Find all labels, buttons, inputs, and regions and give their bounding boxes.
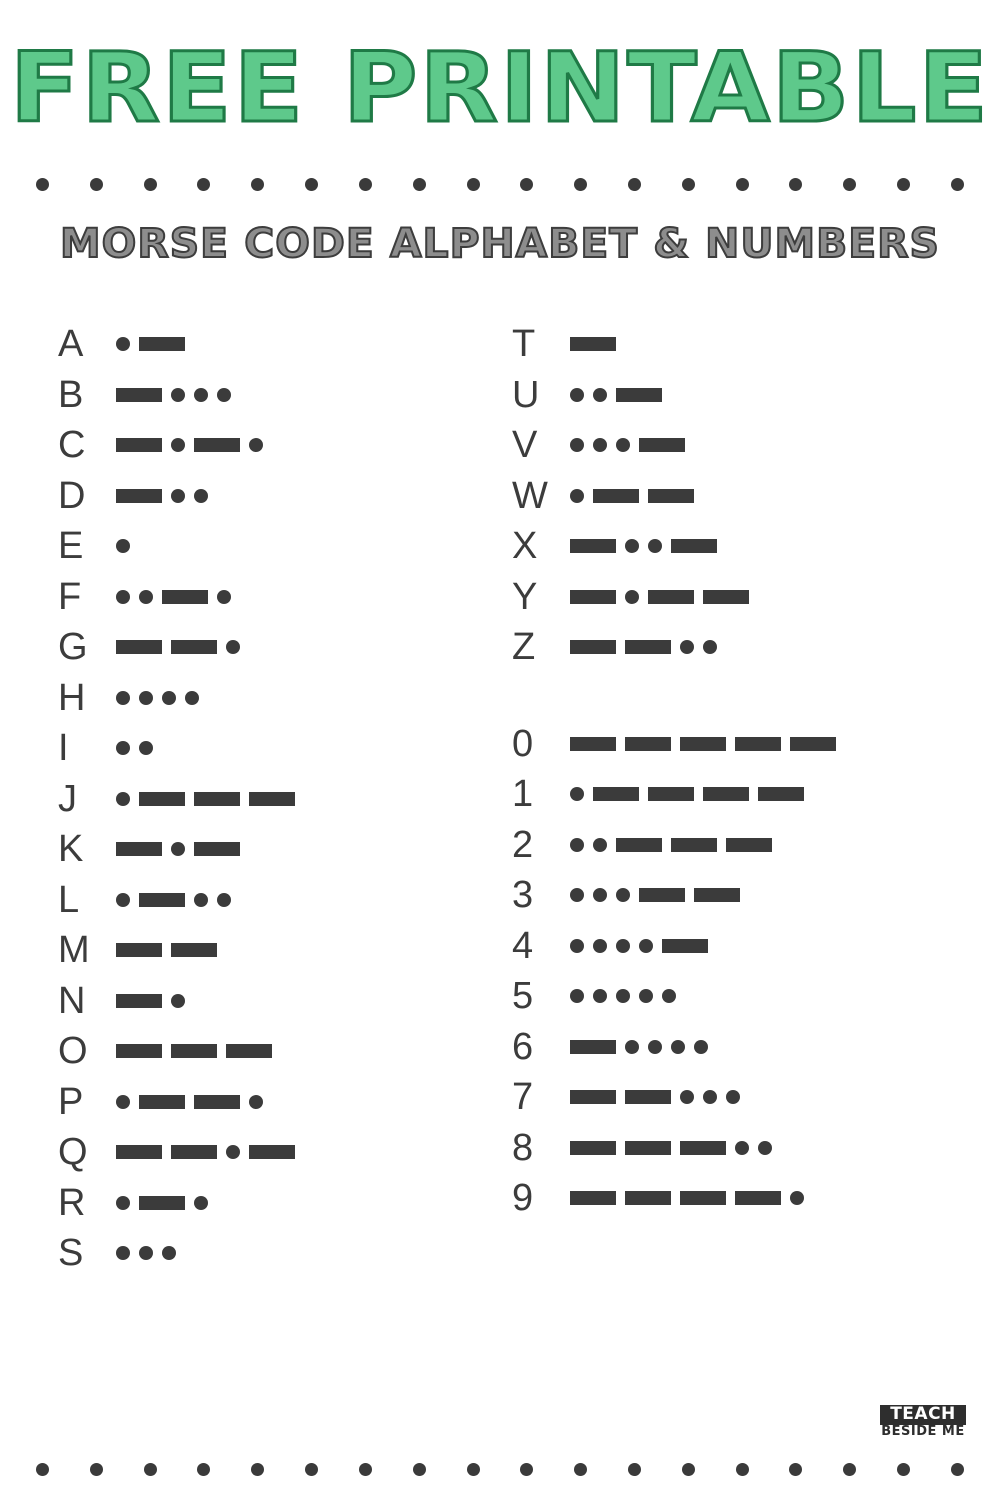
morse-code-symbols [116, 388, 231, 402]
morse-code-symbols [116, 539, 130, 553]
morse-character: 4 [512, 924, 534, 967]
divider-dot [736, 1463, 749, 1476]
morse-dash-icon [694, 888, 740, 902]
morse-dot-icon [593, 989, 607, 1003]
morse-row [58, 673, 500, 724]
dot-divider-bottom [0, 1463, 1000, 1476]
morse-code-symbols [570, 337, 616, 351]
morse-row [512, 370, 1000, 421]
morse-row [58, 521, 500, 572]
morse-dash-icon [735, 1191, 781, 1205]
morse-dot-icon [639, 939, 653, 953]
morse-row [512, 319, 1000, 370]
morse-code-symbols [570, 1191, 804, 1205]
morse-character: J [58, 777, 77, 820]
morse-row [58, 420, 500, 471]
morse-dot-icon [194, 388, 208, 402]
morse-row [512, 471, 1000, 522]
morse-code-symbols [570, 737, 836, 751]
morse-character: P [58, 1080, 84, 1123]
morse-row [58, 1127, 500, 1178]
morse-character: U [512, 373, 540, 416]
morse-dot-icon [593, 438, 607, 452]
morse-dot-icon [139, 1246, 153, 1260]
morse-dash-icon [625, 1090, 671, 1104]
morse-dash-icon [116, 943, 162, 957]
morse-dot-icon [116, 1246, 130, 1260]
morse-row [512, 921, 1000, 972]
morse-dot-icon [680, 1090, 694, 1104]
morse-character: R [58, 1181, 86, 1224]
morse-character: E [58, 525, 84, 568]
morse-row [512, 870, 1000, 921]
morse-dash-icon [171, 640, 217, 654]
morse-dash-icon [570, 737, 616, 751]
morse-character: L [58, 878, 80, 921]
column-spacer [512, 673, 1000, 719]
morse-row [58, 572, 500, 623]
divider-dot [413, 178, 426, 191]
divider-dot [897, 1463, 910, 1476]
divider-dot [682, 178, 695, 191]
divider-dot [359, 1463, 372, 1476]
morse-character: Z [512, 626, 536, 669]
morse-dash-icon [116, 489, 162, 503]
morse-dash-icon [570, 1090, 616, 1104]
morse-dash-icon [139, 792, 185, 806]
morse-row [58, 824, 500, 875]
morse-dot-icon [570, 388, 584, 402]
divider-dot [305, 178, 318, 191]
morse-row [58, 976, 500, 1027]
divider-dot [789, 1463, 802, 1476]
morse-character: N [58, 979, 86, 1022]
morse-code-symbols [116, 590, 231, 604]
morse-dash-icon [171, 943, 217, 957]
divider-dot [628, 178, 641, 191]
morse-dash-icon [194, 842, 240, 856]
morse-character: 5 [512, 975, 534, 1018]
morse-dash-icon [171, 1044, 217, 1058]
morse-dash-icon [570, 539, 616, 553]
morse-dot-icon [162, 1246, 176, 1260]
morse-character: I [58, 727, 69, 770]
morse-dot-icon [171, 994, 185, 1008]
morse-dash-icon [680, 737, 726, 751]
morse-code-symbols [570, 989, 676, 1003]
logo-line-2: BESIDE ME [881, 1423, 965, 1439]
morse-character: 6 [512, 1025, 534, 1068]
morse-code-symbols [570, 590, 749, 604]
divider-dot [359, 178, 372, 191]
morse-row [512, 622, 1000, 673]
divider-dot [574, 1463, 587, 1476]
morse-dash-icon [116, 994, 162, 1008]
morse-character: A [58, 323, 84, 366]
morse-dot-icon [593, 939, 607, 953]
morse-dash-icon [593, 787, 639, 801]
morse-dot-icon [703, 640, 717, 654]
morse-row [58, 622, 500, 673]
brand-logo [880, 1405, 966, 1438]
morse-dot-icon [570, 939, 584, 953]
morse-dot-icon [226, 640, 240, 654]
morse-code-symbols [116, 337, 185, 351]
morse-character: G [58, 626, 88, 669]
morse-dash-icon [758, 787, 804, 801]
morse-character: 3 [512, 874, 534, 917]
divider-dot [682, 1463, 695, 1476]
divider-dot [736, 178, 749, 191]
morse-dot-icon [625, 1040, 639, 1054]
divider-dot [90, 178, 103, 191]
divider-dot [628, 1463, 641, 1476]
morse-dot-icon [139, 590, 153, 604]
morse-dash-icon [116, 1044, 162, 1058]
morse-dot-icon [625, 539, 639, 553]
morse-dot-icon [648, 1040, 662, 1054]
morse-dot-icon [116, 691, 130, 705]
divider-dot [467, 1463, 480, 1476]
morse-row [512, 572, 1000, 623]
morse-code-symbols [116, 893, 231, 907]
morse-dash-icon [194, 792, 240, 806]
morse-row [58, 774, 500, 825]
morse-dot-icon [116, 1095, 130, 1109]
divider-dot [843, 178, 856, 191]
morse-character: M [58, 929, 90, 972]
logo-line-1: TEACH [880, 1405, 966, 1424]
morse-dash-icon [570, 1141, 616, 1155]
morse-dot-icon [570, 989, 584, 1003]
morse-code-symbols [116, 842, 240, 856]
morse-dash-icon [116, 388, 162, 402]
morse-dot-icon [616, 438, 630, 452]
morse-dash-icon [735, 737, 781, 751]
morse-dash-icon [639, 438, 685, 452]
divider-dot [467, 178, 480, 191]
morse-character: O [58, 1030, 88, 1073]
morse-dash-icon [671, 539, 717, 553]
morse-row [58, 370, 500, 421]
morse-column-right [500, 319, 1000, 1279]
morse-row [512, 820, 1000, 871]
morse-row [512, 1072, 1000, 1123]
morse-dash-icon [625, 1141, 671, 1155]
morse-row [58, 319, 500, 370]
morse-dash-icon [249, 792, 295, 806]
morse-code-symbols [116, 438, 263, 452]
morse-code-symbols [116, 943, 217, 957]
morse-dot-icon [593, 888, 607, 902]
morse-code-symbols [116, 994, 185, 1008]
morse-code-symbols [570, 1141, 772, 1155]
morse-dot-icon [171, 388, 185, 402]
morse-dot-icon [139, 741, 153, 755]
morse-character: 9 [512, 1177, 534, 1220]
morse-dash-icon [139, 1095, 185, 1109]
morse-dot-icon [735, 1141, 749, 1155]
morse-character: W [512, 474, 548, 517]
morse-character: V [512, 424, 538, 467]
morse-dash-icon [162, 590, 208, 604]
morse-row [512, 971, 1000, 1022]
morse-row [58, 1026, 500, 1077]
morse-dash-icon [570, 1040, 616, 1054]
morse-dot-icon [593, 388, 607, 402]
divider-dot [413, 1463, 426, 1476]
morse-code-symbols [570, 640, 717, 654]
morse-code-symbols [570, 539, 717, 553]
morse-dash-icon [648, 489, 694, 503]
morse-code-symbols [116, 1246, 176, 1260]
morse-row [512, 719, 1000, 770]
morse-dot-icon [625, 590, 639, 604]
morse-dash-icon [616, 388, 662, 402]
morse-column-left [0, 319, 500, 1279]
divider-dot [251, 178, 264, 191]
morse-code-symbols [570, 939, 708, 953]
morse-character: C [58, 424, 86, 467]
morse-dot-icon [116, 590, 130, 604]
morse-dot-icon [616, 888, 630, 902]
morse-code-symbols [570, 1090, 740, 1104]
morse-character: F [58, 575, 82, 618]
morse-dot-icon [249, 438, 263, 452]
morse-dash-icon [726, 838, 772, 852]
morse-dash-icon [194, 1095, 240, 1109]
morse-row [512, 769, 1000, 820]
morse-dot-icon [116, 893, 130, 907]
morse-dot-icon [694, 1040, 708, 1054]
morse-dot-icon [116, 741, 130, 755]
morse-character: B [58, 373, 84, 416]
morse-code-symbols [570, 787, 804, 801]
divider-dot [197, 1463, 210, 1476]
morse-dot-icon [671, 1040, 685, 1054]
divider-dot [36, 178, 49, 191]
morse-dot-icon [593, 838, 607, 852]
morse-code-symbols [116, 640, 240, 654]
morse-row [58, 1228, 500, 1279]
morse-dot-icon [680, 640, 694, 654]
morse-row [512, 420, 1000, 471]
morse-row [58, 723, 500, 774]
morse-dash-icon [662, 939, 708, 953]
morse-dot-icon [662, 989, 676, 1003]
morse-dash-icon [625, 737, 671, 751]
morse-row [58, 471, 500, 522]
morse-row [58, 1077, 500, 1128]
morse-code-symbols [116, 1145, 295, 1159]
morse-dot-icon [171, 438, 185, 452]
morse-dot-icon [217, 590, 231, 604]
morse-dash-icon [116, 438, 162, 452]
divider-dot [520, 1463, 533, 1476]
morse-dot-icon [194, 893, 208, 907]
morse-dot-icon [648, 539, 662, 553]
morse-dash-icon [116, 842, 162, 856]
morse-code-symbols [116, 1095, 263, 1109]
divider-dot [36, 1463, 49, 1476]
morse-dash-icon [249, 1145, 295, 1159]
morse-dot-icon [570, 888, 584, 902]
morse-code-symbols [116, 741, 153, 755]
morse-dash-icon [593, 489, 639, 503]
divider-dot [305, 1463, 318, 1476]
divider-dot [574, 178, 587, 191]
morse-dash-icon [570, 1191, 616, 1205]
morse-dot-icon [116, 337, 130, 351]
morse-dot-icon [758, 1141, 772, 1155]
morse-row [512, 521, 1000, 572]
morse-dot-icon [116, 539, 130, 553]
morse-character: Y [512, 575, 538, 618]
morse-dash-icon [171, 1145, 217, 1159]
morse-code-symbols [116, 1196, 208, 1210]
morse-dash-icon [671, 838, 717, 852]
morse-character: S [58, 1232, 84, 1275]
morse-dash-icon [703, 590, 749, 604]
morse-dot-icon [570, 438, 584, 452]
morse-dot-icon [194, 489, 208, 503]
morse-row [58, 875, 500, 926]
morse-dot-icon [703, 1090, 717, 1104]
morse-dash-icon [139, 1196, 185, 1210]
divider-dot [951, 178, 964, 191]
morse-dot-icon [570, 838, 584, 852]
morse-code-symbols [570, 388, 662, 402]
divider-dot [197, 178, 210, 191]
morse-character: D [58, 474, 86, 517]
morse-code-symbols [116, 792, 295, 806]
morse-character: X [512, 525, 538, 568]
page-subtitle: MORSE CODE ALPHABET & NUMBERS [60, 221, 940, 267]
morse-dash-icon [625, 640, 671, 654]
morse-dot-icon [139, 691, 153, 705]
morse-dash-icon [570, 640, 616, 654]
divider-dot [520, 178, 533, 191]
divider-dot [843, 1463, 856, 1476]
morse-code-symbols [570, 888, 740, 902]
morse-dash-icon [616, 838, 662, 852]
morse-dash-icon [790, 737, 836, 751]
morse-row [512, 1123, 1000, 1174]
morse-dot-icon [570, 787, 584, 801]
dot-divider-top [0, 178, 1000, 191]
morse-code-symbols [570, 438, 685, 452]
divider-dot [897, 178, 910, 191]
morse-row [512, 1173, 1000, 1224]
morse-character: 2 [512, 823, 534, 866]
morse-dash-icon [625, 1191, 671, 1205]
morse-character: 1 [512, 773, 534, 816]
morse-row [512, 1022, 1000, 1073]
morse-dash-icon [116, 640, 162, 654]
morse-dash-icon [116, 1145, 162, 1159]
divider-dot [251, 1463, 264, 1476]
morse-dash-icon [648, 787, 694, 801]
morse-row [58, 925, 500, 976]
morse-dot-icon [226, 1145, 240, 1159]
morse-dot-icon [790, 1191, 804, 1205]
morse-dash-icon [639, 888, 685, 902]
morse-code-symbols [116, 691, 199, 705]
morse-dot-icon [116, 1196, 130, 1210]
morse-dash-icon [139, 337, 185, 351]
morse-character: 0 [512, 722, 534, 765]
page-title: FREE PRINTABLE [9, 32, 991, 144]
morse-dot-icon [185, 691, 199, 705]
morse-dash-icon [680, 1141, 726, 1155]
morse-dash-icon [648, 590, 694, 604]
morse-code-symbols [570, 838, 772, 852]
morse-dot-icon [570, 489, 584, 503]
morse-table [0, 319, 1000, 1279]
morse-dot-icon [116, 792, 130, 806]
divider-dot [951, 1463, 964, 1476]
morse-dash-icon [680, 1191, 726, 1205]
morse-row [58, 1178, 500, 1229]
morse-dot-icon [616, 939, 630, 953]
morse-dash-icon [139, 893, 185, 907]
morse-dot-icon [249, 1095, 263, 1109]
morse-code-symbols [116, 1044, 272, 1058]
divider-dot [144, 178, 157, 191]
morse-dot-icon [217, 388, 231, 402]
morse-dash-icon [226, 1044, 272, 1058]
morse-character: 7 [512, 1076, 534, 1119]
divider-dot [90, 1463, 103, 1476]
morse-dash-icon [570, 337, 616, 351]
morse-dot-icon [171, 489, 185, 503]
morse-dash-icon [194, 438, 240, 452]
morse-dot-icon [217, 893, 231, 907]
morse-dash-icon [570, 590, 616, 604]
morse-character: K [58, 828, 84, 871]
morse-dot-icon [726, 1090, 740, 1104]
morse-dot-icon [616, 989, 630, 1003]
morse-character: H [58, 676, 86, 719]
morse-dash-icon [703, 787, 749, 801]
morse-character: Q [58, 1131, 88, 1174]
morse-code-symbols [570, 1040, 708, 1054]
morse-dot-icon [639, 989, 653, 1003]
divider-dot [789, 178, 802, 191]
morse-dot-icon [171, 842, 185, 856]
morse-dot-icon [194, 1196, 208, 1210]
divider-dot [144, 1463, 157, 1476]
morse-dot-icon [162, 691, 176, 705]
morse-character: T [512, 323, 536, 366]
morse-code-symbols [116, 489, 208, 503]
morse-character: 8 [512, 1126, 534, 1169]
morse-code-symbols [570, 489, 694, 503]
